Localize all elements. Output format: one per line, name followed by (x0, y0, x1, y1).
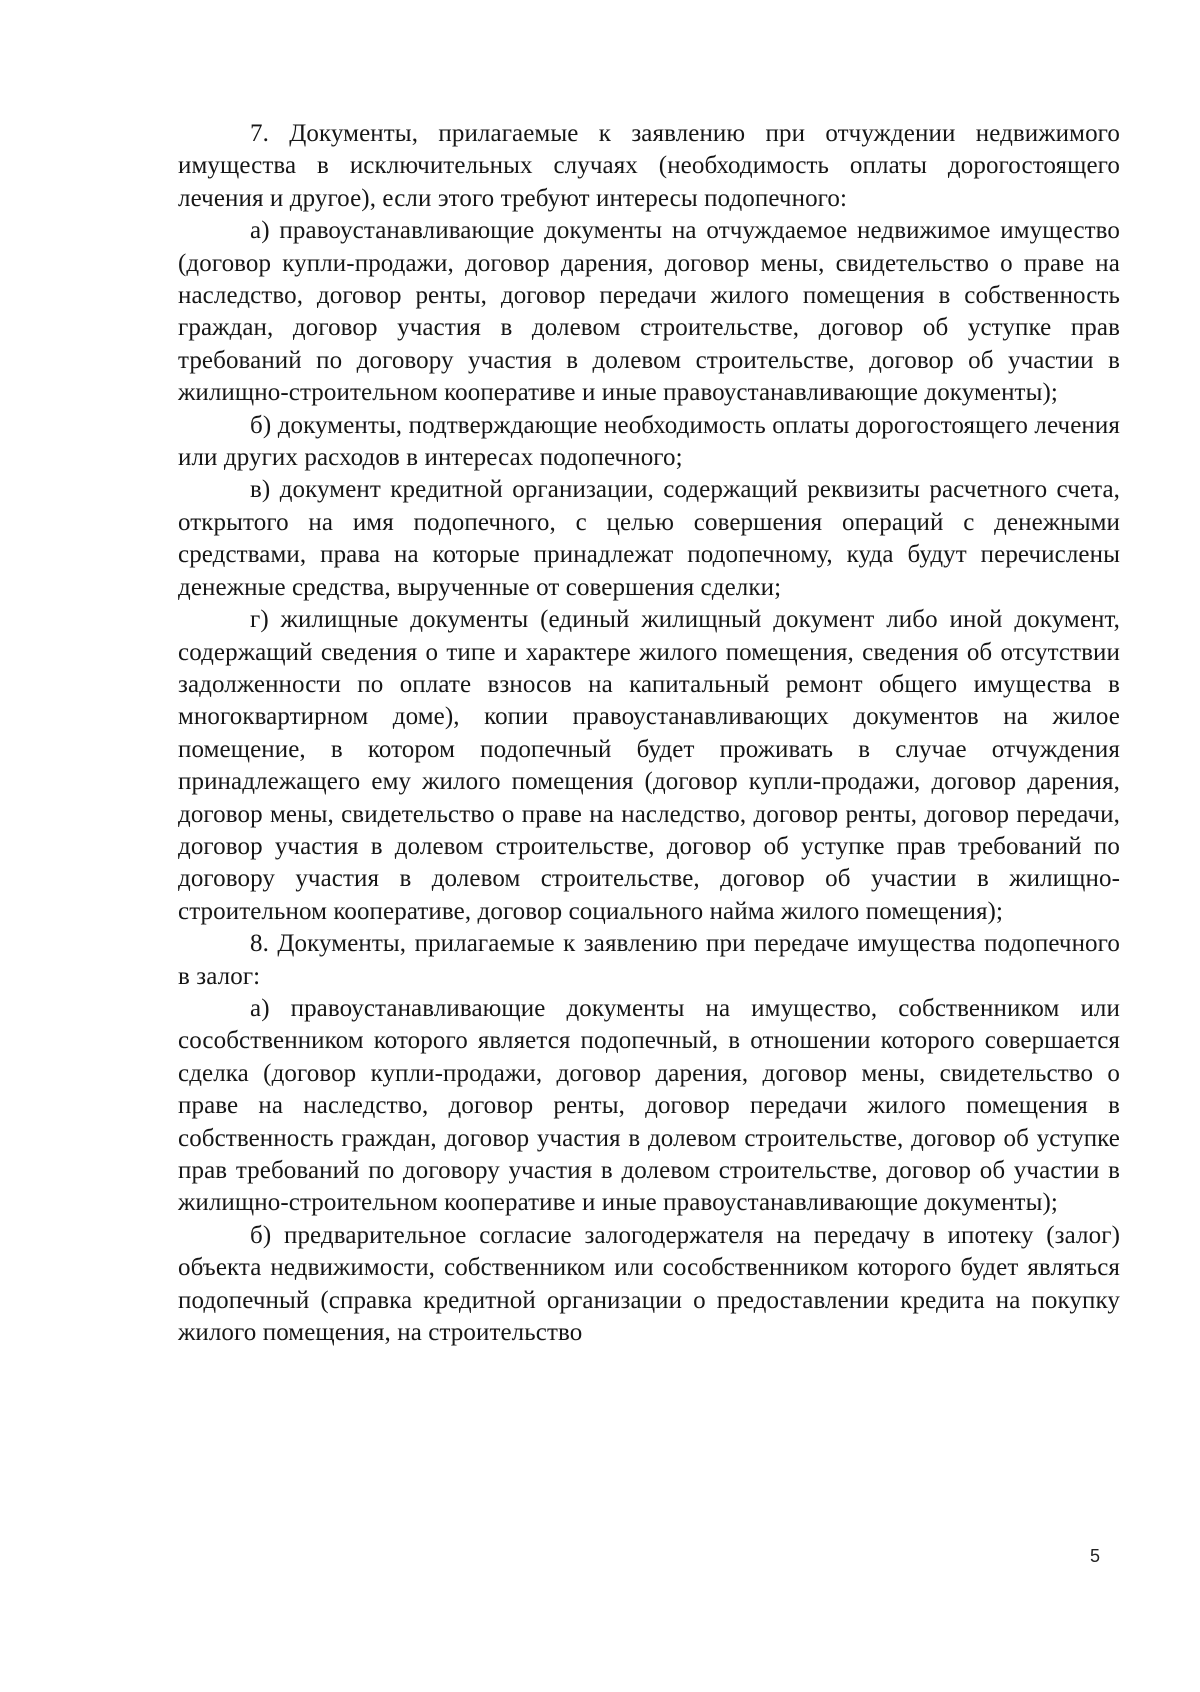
paragraph-8-intro: 8. Документы, прилагаемые к заявлению при передаче имущества подопечного в залог: (178, 930, 1120, 990)
paragraph-7g: г) жилищные документы (единый жилищный документ либо иной документ, содержащий сведения о типе и характере жилого помещения, сведения об отсутствии задолженности по оплате взносов на капитальный ремонт общего имущества в многоквартирном доме), копии правоустанавливающих документов на жилое помещение, в котором подопечный будет проживать в случае отчуждения принадлежащего ему жилого помещения (договор купли-продажи, договор дарения, договор мены, свидетельство о праве на наследство, договор ренты, договор передачи, договор участия в долевом строительстве, договор об уступке прав требований по договору участия в долевом строительстве, договор об участии в жилищно-строительном кооперативе, договор социального найма жилого помещения); (178, 606, 1120, 925)
paragraph-7a: а) правоустанавливающие документы на отчуждаемое недвижимое имущество (договор купли-продажи, договор дарения, договор мены, свидетельство о праве на наследство, договор ренты, договор передачи жилого помещения в собственность граждан, договор участия в долевом строительстве, договор об уступке прав требований по договору участия в долевом строительстве, договор об участии в жилищно-строительном кооперативе и иные правоустанавливающие документы); (178, 217, 1120, 407)
paragraph-8b: б) предварительное согласие залогодержателя на передачу в ипотеку (залог) объекта недвижимости, собственником или сособственником которого будет являться подопечный (справка кредитной организации о предоставлении кредита на покупку жилого помещения, на строительство (178, 1221, 1120, 1347)
paragraph-7-intro: 7. Документы, прилагаемые к заявлению при отчуждении недвижимого имущества в исключительных случаях (необходимость оплаты дорогостоящего лечения и другое), если этого требуют интересы подопечного: (178, 120, 1120, 212)
document-body (178, 118, 1120, 1349)
paragraph-7b: б) документы, подтверждающие необходимость оплаты дорогостоящего лечения или других расходов в интересах подопечного; (178, 411, 1120, 472)
page-number: 5 (1090, 1546, 1101, 1566)
paragraph-7v: в) документ кредитной организации, содержащий реквизиты расчетного счета, открытого на имя подопечного, с целью совершения операций с денежными средствами, права на которые принадлежат подопечному, куда будут перечислены денежные средства, вырученные от совершения сделки; (178, 476, 1120, 601)
paragraph-8a: а) правоустанавливающие документы на имущество, собственником или сособственником которого является подопечный, в отношении которого совершается сделка (договор купли-продажи, договор дарения, договор мены, свидетельство о праве на наследство, договор ренты, договор передачи жилого помещения в собственность граждан, договор участия в долевом строительстве, договор об уступке прав требований по договору участия в долевом строительстве, договор об участии в жилищно-строительном кооперативе и иные правоустанавливающие документы); (178, 994, 1120, 1217)
